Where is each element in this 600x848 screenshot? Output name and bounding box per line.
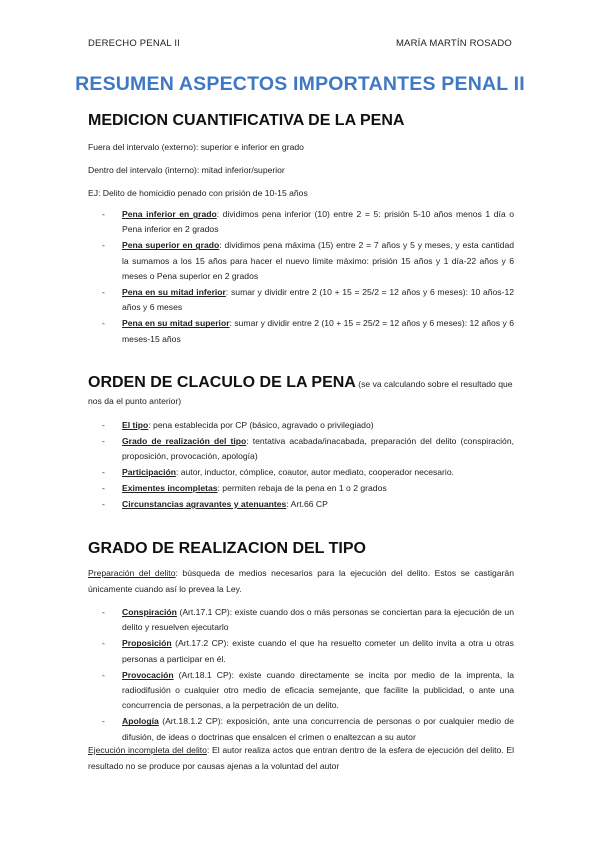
list-item: - Pena en su mitad superior: sumar y dividir entre 2 (10 + 15 = 25/2 = 12 años y 6 meses): 12 años y 6 meses-15 años (102, 318, 514, 344)
list-item: - Participación: autor, inductor, cómplice, coautor, autor mediato, cooperador necesario. (102, 467, 454, 478)
term: Apología (122, 716, 159, 727)
term: Pena superior en grado (122, 240, 220, 251)
article-ref: (Art.17.2 CP) (171, 638, 227, 649)
item-text: : exposición, ante una concurrencia de personas o por cualquier medio de difusión, de ideas o doctrinas que ensalcen el crimen o enaltezcan a su autor (122, 716, 514, 742)
term: El tipo (122, 420, 149, 430)
term: Circunstancias agravantes y atenuantes (122, 499, 287, 510)
header-author: MARÍA MARTÍN ROSADO (395, 38, 512, 49)
page-header (88, 38, 512, 49)
line-ejemplo: EJ: Delito de homicidio penado con prisión de 10-15 años (88, 188, 308, 198)
item-text: : tentativa acabada/inacabada, preparación del delito (conspiración, proposición, provocación, apología) (122, 435, 514, 462)
term: Pena inferior en grado (122, 209, 217, 219)
term: Participación (122, 467, 176, 478)
article-ref: (Art.18.1 CP) (173, 669, 232, 680)
article-ref: (Art.18.1.2 CP) (158, 716, 221, 727)
item-text: : existe cuando el que ha resuelto cometer un delito invita a otra u otras personas a participar en él. (122, 638, 514, 664)
list-item: - Eximentes incompletas: permiten rebaja de la pena en 1 o 2 grados (102, 483, 387, 494)
term: Pena en su mitad superior (122, 318, 230, 329)
section3-list (88, 605, 514, 746)
section-grado-heading: GRADO DE REALIZACION DEL TIPO (88, 540, 366, 557)
term: Pena en su mitad inferior (122, 287, 226, 298)
header-course: DERECHO PENAL II (88, 38, 181, 49)
term: Conspiración (122, 607, 177, 617)
item-text: : dividimos pena máxima (15) entre 2 = 7 años y 5 y meses, y esta cantidad la sumamos a los 15 años para hacer el nuevo límite máximo: prisión 15 años y 1 día-22 años y 6 meses o Pena superior en 2 grados (122, 240, 514, 282)
term: Ejecución incompleta del delito (88, 745, 207, 755)
section-orden-block (88, 374, 514, 410)
list-item: - Grado de realización del tipo: tentativa acabada/inacabada, preparación del delito (conspiración, proposición, provocación, apología) (102, 435, 514, 462)
document-title: RESUMEN ASPECTOS IMPORTANTES PENAL II (75, 73, 525, 95)
section1-list (88, 207, 514, 348)
section-medicion-heading: MEDICION CUANTIFICATIVA DE LA PENA (88, 112, 405, 129)
list-item: - Pena en su mitad inferior: sumar y dividir entre 2 (10 + 15 = 25/2 = 12 años y 6 meses): 10 años-12 años y 6 meses (102, 287, 514, 313)
list-item: - Provocación (Art.18.1 CP): existe cuando directamente se incita por medio de la imprenta, la radiodifusión o cualquier otro medio de eficacia semejante, que facilite la publicidad, o ante una concurrencia de personas, a la perpetración de un delito. (102, 669, 514, 711)
section-orden-note: (se va calculando sobre el resultado que nos da el punto anterior) (88, 379, 513, 406)
item-text: : existe cuando directamente se incita por medio de la imprenta, la radiodifusión o cualquier otro medio de eficacia semejante, que facilite la publicidad, o ante una concurrencia de personas, a la perpetración de un delito. (122, 669, 514, 711)
term: Eximentes incompletas (122, 483, 218, 494)
term: Provocación (122, 669, 174, 680)
paragraph-text: : búsqueda de medios necesarios para la ejecución del delito. Estos se castigarán únicamente cuando así lo prevea la Ley. (88, 568, 514, 594)
term: Proposición (122, 638, 172, 649)
section-orden-heading: ORDEN DE CLACULO DE LA PENA (88, 374, 356, 391)
item-text: : dividimos pena inferior (10) entre 2 = 5: prisión 5-10 años menos 1 día o Pena inferior en 2 grados (122, 209, 514, 235)
list-item: - Circunstancias agravantes y atenuantes: Art.66 CP (102, 499, 328, 510)
section2-list (88, 418, 514, 513)
paragraph-preparacion (88, 566, 514, 597)
item-text: : pena establecida por CP (básico, agravado o privilegiado) (148, 420, 374, 430)
list-item: - Proposición (Art.17.2 CP): existe cuando el que ha resuelto cometer un delito invita a otra u otras personas a participar en él. (102, 638, 514, 664)
article-ref: (Art.17.1 CP) (176, 607, 230, 617)
item-text: : Art.66 CP (286, 499, 328, 510)
paragraph-text: : El autor realiza actos que entran dentro de la esfera de ejecución del delito. El resultado no se produce por causas ajenas a la voluntad del autor (88, 745, 514, 771)
item-text: : existe cuando dos o más personas se conciertan para la ejecución de un delito y resuelven ejecutarlo (122, 607, 514, 633)
line-dentro-intervalo: Dentro del intervalo (interno): mitad inferior/superior (88, 165, 285, 175)
list-item: - Pena superior en grado: dividimos pena máxima (15) entre 2 = 7 años y 5 y meses, y esta cantidad la sumamos a los 15 años para hacer el nuevo límite máximo: prisión 15 años y 1 día-22 años y 6 meses o Pena superior en 2 grados (102, 240, 514, 282)
term: Grado de realización del tipo (122, 435, 247, 446)
line-fuera-intervalo: Fuera del intervalo (externo): superior e inferior en grado (88, 142, 304, 152)
list-item: - Apología (Art.18.1.2 CP): exposición, ante una concurrencia de personas o por cualquier medio de difusión, de ideas o doctrinas que ensalcen el crimen o enaltezcan a su autor (102, 716, 514, 742)
list-item: - Conspiración (Art.17.1 CP): existe cuando dos o más personas se conciertan para la ejecución de un delito y resuelven ejecutarlo (102, 607, 514, 633)
list-item: - El tipo: pena establecida por CP (básico, agravado o privilegiado) (102, 420, 374, 430)
item-text: : sumar y dividir entre 2 (10 + 15 = 25/2 = 12 años y 6 meses): 12 años y 6 meses-15 años (122, 318, 514, 344)
item-text: : autor, inductor, cómplice, coautor, autor mediato, cooperador necesario. (175, 467, 454, 478)
term: Preparación del delito (88, 568, 176, 578)
item-text: : permiten rebaja de la pena en 1 o 2 grados (217, 483, 387, 494)
paragraph-ejecucion (88, 743, 514, 774)
list-item: - Pena inferior en grado: dividimos pena inferior (10) entre 2 = 5: prisión 5-10 años menos 1 día o Pena inferior en 2 grados (102, 209, 514, 235)
item-text: : sumar y dividir entre 2 (10 + 15 = 25/2 = 12 años y 6 meses): 10 años-12 años y 6 meses (122, 287, 514, 313)
